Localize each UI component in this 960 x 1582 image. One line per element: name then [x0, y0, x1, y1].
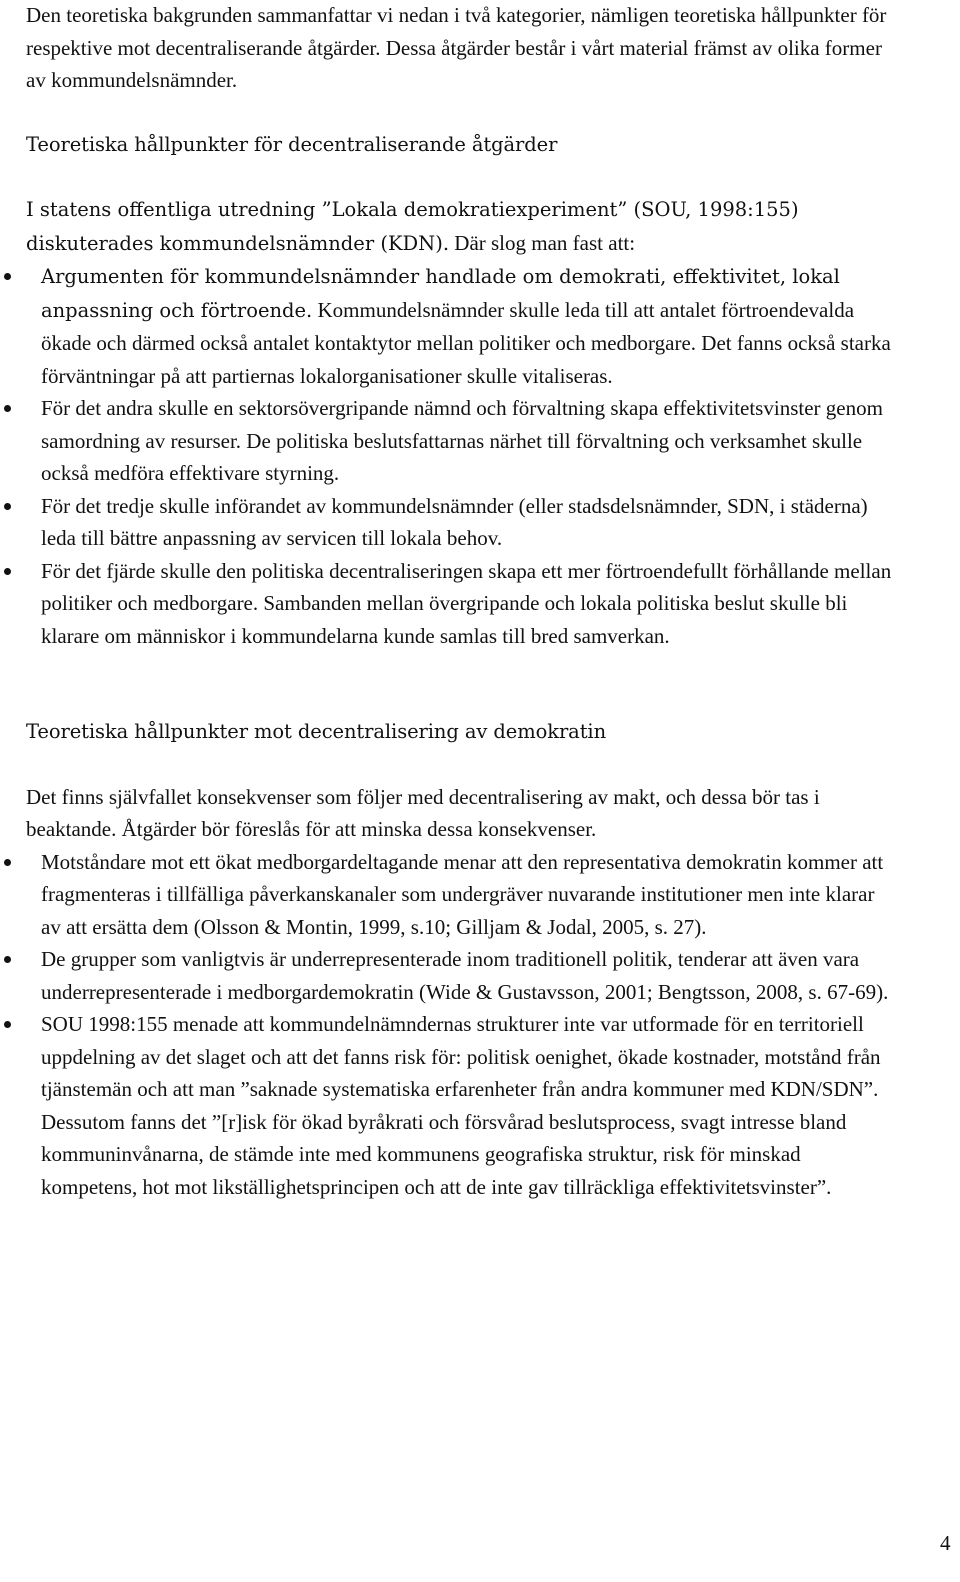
bullet-icon	[4, 503, 11, 510]
bullet-serif-text: För det tredje skulle införandet av kommundelsnämnder (eller stadsdelsnämnder, SDN, i städerna) leda till bättre anpassning av servicen till lokala behov.	[41, 493, 868, 550]
document-page	[26, 0, 898, 1203]
spacer	[26, 652, 898, 716]
lead-sans-text: I statens offentliga utredning ”Lokala demokratiexperiment” (SOU, 1998:155) diskuterades kommundelsnämnder (KDN).	[26, 198, 799, 255]
section-against-bullet-list	[26, 846, 898, 1204]
lead-serif-text: Där slog man fast att:	[449, 230, 636, 255]
section-for-bullet-list	[26, 260, 898, 652]
section-against-lead: Det finns självfallet konsekvenser som följer med decentralisering av makt, och dessa bör tas i beaktande. Åtgärder bör föreslås för att minska dessa konsekvenser.	[26, 784, 820, 841]
bullet-icon	[4, 568, 11, 575]
section-heading-for: Teoretiska hållpunkter för decentraliserande åtgärder	[26, 132, 558, 156]
bullet-icon	[4, 405, 11, 412]
bullet-icon	[4, 956, 11, 963]
page-number: 4	[940, 1531, 951, 1555]
bullet-serif-text: För det fjärde skulle den politiska decentraliseringen skapa ett mer förtroendefullt förhållande mellan politiker och medborgare. Sambanden mellan övergripande och lokala politiska beslut skulle bli klarare om människor i kommundelarna kunde samlas till bred samverkan.	[41, 558, 892, 648]
bullet-text: Motståndare mot ett ökat medborgardeltagande menar att den representativa demokratin kommer att fragmenteras i tillfälliga påverkanskanaler som undergräver nuvarande institutioner men inte klarar av att ersätta dem (Olsson & Montin, 1999, s.10; Gilljam & Jodal, 2005, s. 27).	[41, 849, 884, 939]
spacer	[26, 749, 898, 781]
intro-paragraph: Den teoretiska bakgrunden sammanfattar vi nedan i två kategorier, nämligen teoretiska hållpunkter för respektive mot decentraliserande åtgärder. Dessa åtgärder består i vårt material främst av olika former av kommundelsnämnder.	[26, 3, 887, 92]
bullet-serif-text: För det andra skulle en sektorsövergripande nämnd och förvaltning skapa effektivitetsvinster genom samordning av resurser. De politiska beslutsfattarnas närhet till förvaltning och verksamhet skulle också medföra effektivare styrning.	[41, 396, 883, 485]
bullet-icon	[4, 273, 11, 280]
bullet-icon	[4, 859, 11, 866]
spacer	[26, 97, 898, 129]
list-item	[26, 846, 898, 944]
list-item	[26, 392, 898, 490]
section-for-lead	[26, 193, 898, 260]
list-item	[26, 555, 898, 653]
bullet-sans-text: Argumenten för kommundelsnämnder handlade om demokrati, effektivitet, lokal anpassning och förtroende.	[41, 265, 840, 322]
list-item	[26, 943, 898, 1008]
bullet-serif-text: Kommundelsnämnder skulle leda till att antalet förtroendevalda ökade och därmed också antalet kontaktytor mellan politiker och medborgare. Det fanns också starka förväntningar på att partiernas lokalorganisationer skulle vitaliseras.	[41, 297, 891, 388]
bullet-icon	[4, 1021, 11, 1028]
section-heading-against: Teoretiska hållpunkter mot decentralisering av demokratin	[26, 720, 607, 743]
list-item	[26, 260, 898, 392]
bullet-text: SOU 1998:155 menade att kommundelnämndernas strukturer inte var utformade för en territoriell uppdelning av det slaget och att det fanns risk för: politisk oenighet, ökade kostnader, motstånd från tjänstemän och att man ”saknade systematiska erfarenheter från andra kommuner med KDN/SDN”. Dessutom fanns det ”[r]isk för ökad byråkrati och försvårad beslutsprocess, svagt intresse bland kommuninvånarna, de stämde inte med kommunens geografiska struktur, risk för minskad kompetens, hot mot likställighetsprincipen och att de inte gav tillräckliga effektivitetsvinster”.	[41, 1012, 881, 1199]
spacer	[26, 161, 898, 193]
list-item	[26, 1008, 898, 1203]
list-item	[26, 490, 898, 555]
bullet-text: De grupper som vanligtvis är underrepresenterade inom traditionell politik, tenderar att även vara underrepresenterade i medborgardemokratin (Wide & Gustavsson, 2001; Bengtsson, 2008, s. 67-69).	[41, 947, 889, 1004]
